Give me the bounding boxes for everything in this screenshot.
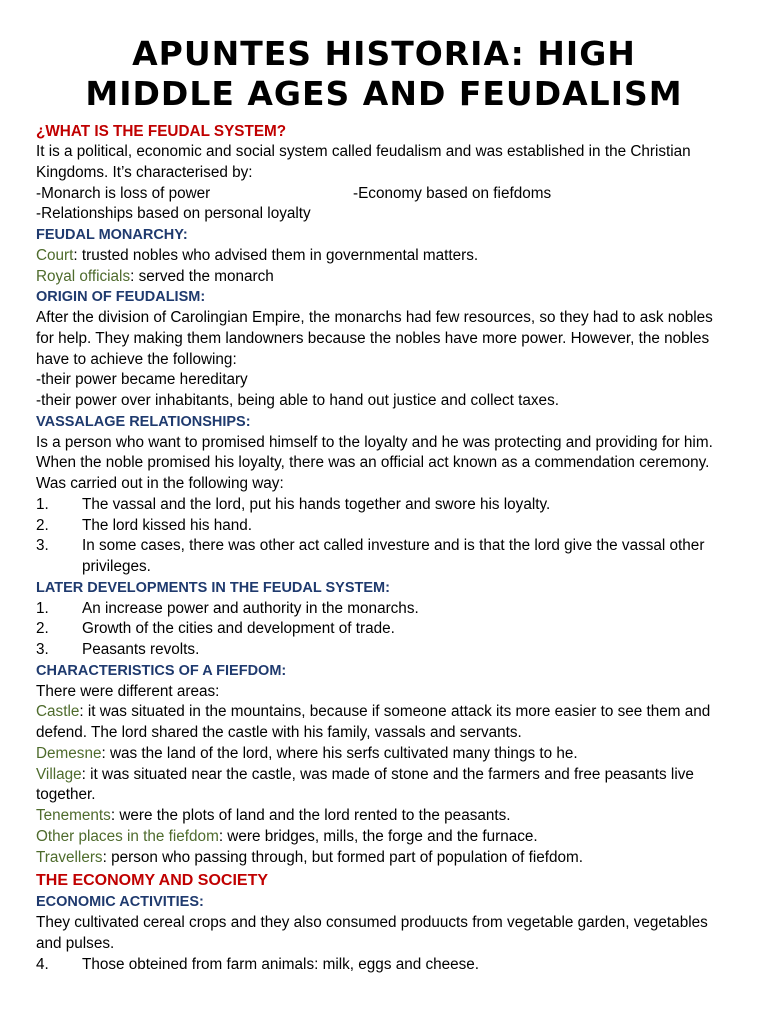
heading-economy-society: THE ECONOMY AND SOCIETY — [36, 872, 269, 890]
list-text: The vassal and the lord, put his hands together and swore his loyalty. — [82, 495, 551, 513]
economic-paragraph: They cultivated cereal crops and they also consumed produucts from vegetable garden, vegetables and pulses. — [36, 914, 708, 952]
other-places-definition: : were bridges, mills, the forge and the furnace. — [218, 827, 538, 845]
travellers-line — [36, 848, 732, 869]
developments-list — [36, 599, 732, 661]
heading-feudal-system: ¿WHAT IS THE FEUDAL SYSTEM? — [36, 123, 287, 140]
term-other-places: Other places in the fiefdom — [36, 827, 219, 845]
tenements-definition: : were the plots of land and the lord rented to the peasants. — [110, 807, 511, 824]
characteristics-row — [36, 184, 732, 205]
castle-line — [36, 702, 732, 744]
heading-feudal-monarchy: FEUDAL MONARCHY: — [36, 227, 188, 243]
heading-economic-activities: ECONOMIC ACTIVITIES: — [36, 894, 204, 911]
list-text: Those obteined from farm animals: milk, eggs and cheese. — [82, 955, 480, 973]
document-title — [36, 0, 732, 114]
term-royal-officials: Royal officials — [36, 267, 131, 285]
characteristic-economy: -Economy based on fiefdoms — [353, 184, 552, 202]
title-line-1: APUNTES HISTORIA: HIGH — [132, 34, 636, 73]
term-travellers: Travellers — [36, 848, 103, 866]
term-court: Court — [36, 246, 74, 264]
list-number: 2. — [36, 516, 49, 534]
tenements-line — [36, 806, 732, 827]
village-line — [36, 765, 732, 807]
list-item — [36, 495, 732, 516]
list-item — [36, 536, 732, 578]
vassalage-paragraph: Is a person who want to promised himself to the loyalty and he was protecting and providing for him. When the noble promised his loyalty, there was an official act known as a commendation ceremony. Was carried out in the following way: — [36, 433, 713, 492]
list-text: Peasants revolts. — [82, 641, 200, 658]
heading-later-developments: LATER DEVELOPMENTS IN THE FEUDAL SYSTEM: — [36, 579, 390, 596]
list-number: 3. — [36, 537, 49, 555]
list-item — [36, 516, 732, 537]
list-text: In some cases, there was other act called investure and is that the lord give the vassal other privileges. — [82, 537, 705, 575]
demesne-line — [36, 744, 732, 765]
heading-fiefdom: CHARACTERISTICS OF A FIEFDOM: — [36, 662, 287, 679]
village-definition: : it was situated near the castle, was made of stone and the farmers and free peasants live together. — [36, 765, 694, 804]
origin-item-2: -their power over inhabitants, being able to hand out justice and collect taxes. — [36, 392, 559, 409]
term-tenements: Tenements — [36, 807, 111, 824]
characteristic-monarch: -Monarch is loss of power — [36, 184, 211, 202]
list-text: The lord kissed his hand. — [82, 516, 253, 534]
term-castle: Castle — [36, 703, 80, 721]
list-item — [36, 599, 732, 620]
vassalage-list — [36, 495, 732, 578]
origin-item-1: -their power became hereditary — [36, 371, 248, 389]
list-text: Growth of the cities and development of trade. — [82, 620, 395, 638]
list-number: 1. — [36, 495, 49, 513]
fiefdom-intro: There were different areas: — [36, 682, 220, 700]
characteristic-relationships: -Relationships based on personal loyalty — [36, 205, 311, 223]
heading-origin-feudalism: ORIGIN OF FEUDALISM: — [36, 289, 206, 306]
term-demesne: Demesne — [36, 744, 102, 762]
list-number: 2. — [36, 620, 49, 638]
list-number: 3. — [36, 641, 49, 658]
officials-definition: : served the monarch — [130, 267, 274, 285]
list-item — [36, 640, 732, 661]
other-places-line — [36, 827, 732, 848]
term-village: Village — [36, 765, 82, 783]
list-text: An increase power and authority in the monarchs. — [82, 599, 419, 617]
officials-line — [36, 267, 732, 288]
castle-definition: : it was situated in the mountains, because if someone attack its more easier to see them and defend. The lord shared the castle with his family, vassals and servants. — [36, 703, 711, 741]
travellers-definition: : person who passing through, but formed part of population of fiefdom. — [102, 848, 584, 866]
document-body — [36, 122, 732, 975]
list-item — [36, 955, 732, 976]
list-item — [36, 619, 732, 640]
court-definition: : trusted nobles who advised them in governmental matters. — [73, 246, 479, 264]
heading-vassalage: VASSALAGE RELATIONSHIPS: — [36, 413, 251, 430]
court-line — [36, 246, 732, 267]
demesne-definition: : was the land of the lord, where his serfs cultivated many things to he. — [101, 744, 578, 762]
origin-paragraph: After the division of Carolingian Empire, the monarchs had few resources, so they had to ask nobles for help. They making them landowners because the nobles have more power. However, the nobles have to achieve the following: — [36, 309, 713, 368]
title-line-2: MIDDLE AGES AND FEUDALISM — [85, 74, 683, 113]
list-number: 1. — [36, 599, 49, 617]
list-number: 4. — [36, 955, 49, 973]
feudal-system-intro: It is a political, economic and social system called feudalism and was established in the Christian Kingdoms. It’s characterised by: — [36, 143, 691, 181]
economic-list — [36, 955, 732, 976]
